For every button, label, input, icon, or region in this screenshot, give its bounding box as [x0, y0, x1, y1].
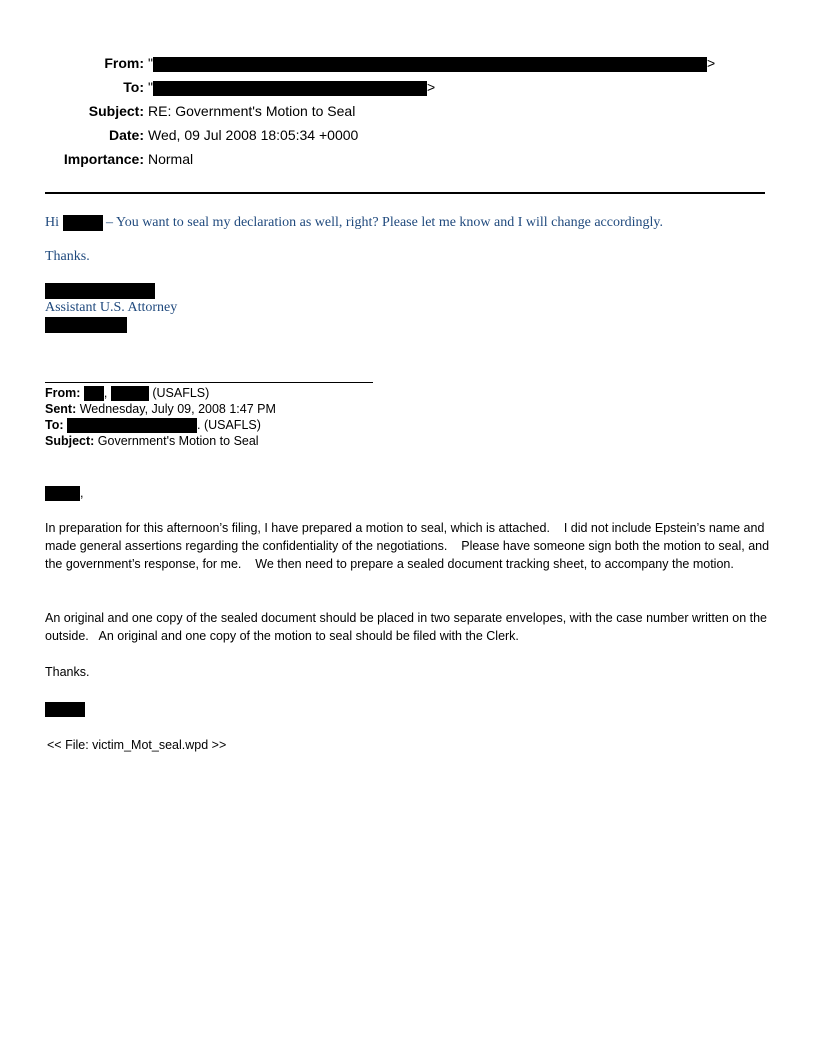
forward-paragraph-2: An original and one copy of the sealed document should be placed in two separate envelopes, with the case number written on the outside. An original and one copy of the motion to seal should be filed with the Clerk.: [45, 611, 771, 643]
redaction-bar: [111, 386, 149, 401]
attachment-reference[interactable]: << File: victim_Mot_seal.wpd >>: [47, 738, 227, 752]
redaction-bar: [84, 386, 104, 401]
header-divider: [45, 192, 765, 194]
to-label: To:: [123, 79, 144, 95]
importance-value: Normal: [148, 151, 194, 167]
date-label: Date:: [108, 127, 144, 143]
signature-title: Assistant U.S. Attorney: [45, 300, 178, 315]
forward-salutation: ,: [45, 485, 83, 501]
forward-sent: Sent: Wednesday, July 09, 2008 1:47 PM: [45, 402, 276, 416]
subject-label: Subject:: [88, 103, 144, 119]
signature-office-redaction: [45, 317, 127, 333]
forward-from: From: , (USAFLS): [45, 386, 210, 400]
date-value: Wed, 09 Jul 2008 18:05:34 +0000: [148, 127, 359, 143]
subject-value: RE: Government's Motion to Seal: [148, 103, 356, 119]
redaction-bar: [63, 215, 103, 231]
forward-paragraph-1: In preparation for this afternoon’s filing, I have prepared a motion to seal, which is attached. I did not include Epstein’s name and made general assertions regarding the confidentiality of the negotiations. Please have someone sign both the motion to seal, and the government’s response, for me. We then need to prepare a sealed document tracking sheet, to accompany the motion.: [45, 521, 773, 571]
importance-label: Importance:: [63, 151, 144, 167]
redaction-bar: [67, 418, 197, 433]
from-label: From:: [104, 55, 144, 71]
forward-to: To: . (USAFLS): [45, 418, 261, 432]
sender-signature-redaction: [45, 702, 85, 717]
redaction-bar: [153, 81, 427, 96]
to-value: " >: [148, 79, 436, 95]
redaction-bar: [153, 57, 707, 72]
recipient-name-redaction: [45, 486, 80, 501]
forward-subject: Subject: Government's Motion to Seal: [45, 434, 259, 448]
reply-message: Hi – You want to seal my declaration as well, right? Please let me know and I will change accordingly.: [45, 215, 663, 230]
reply-thanks: Thanks.: [45, 249, 90, 264]
forward-thanks: Thanks.: [45, 665, 90, 679]
forward-divider: [45, 382, 373, 383]
from-value: " >: [148, 55, 716, 71]
signature-name-redaction: [45, 283, 155, 299]
